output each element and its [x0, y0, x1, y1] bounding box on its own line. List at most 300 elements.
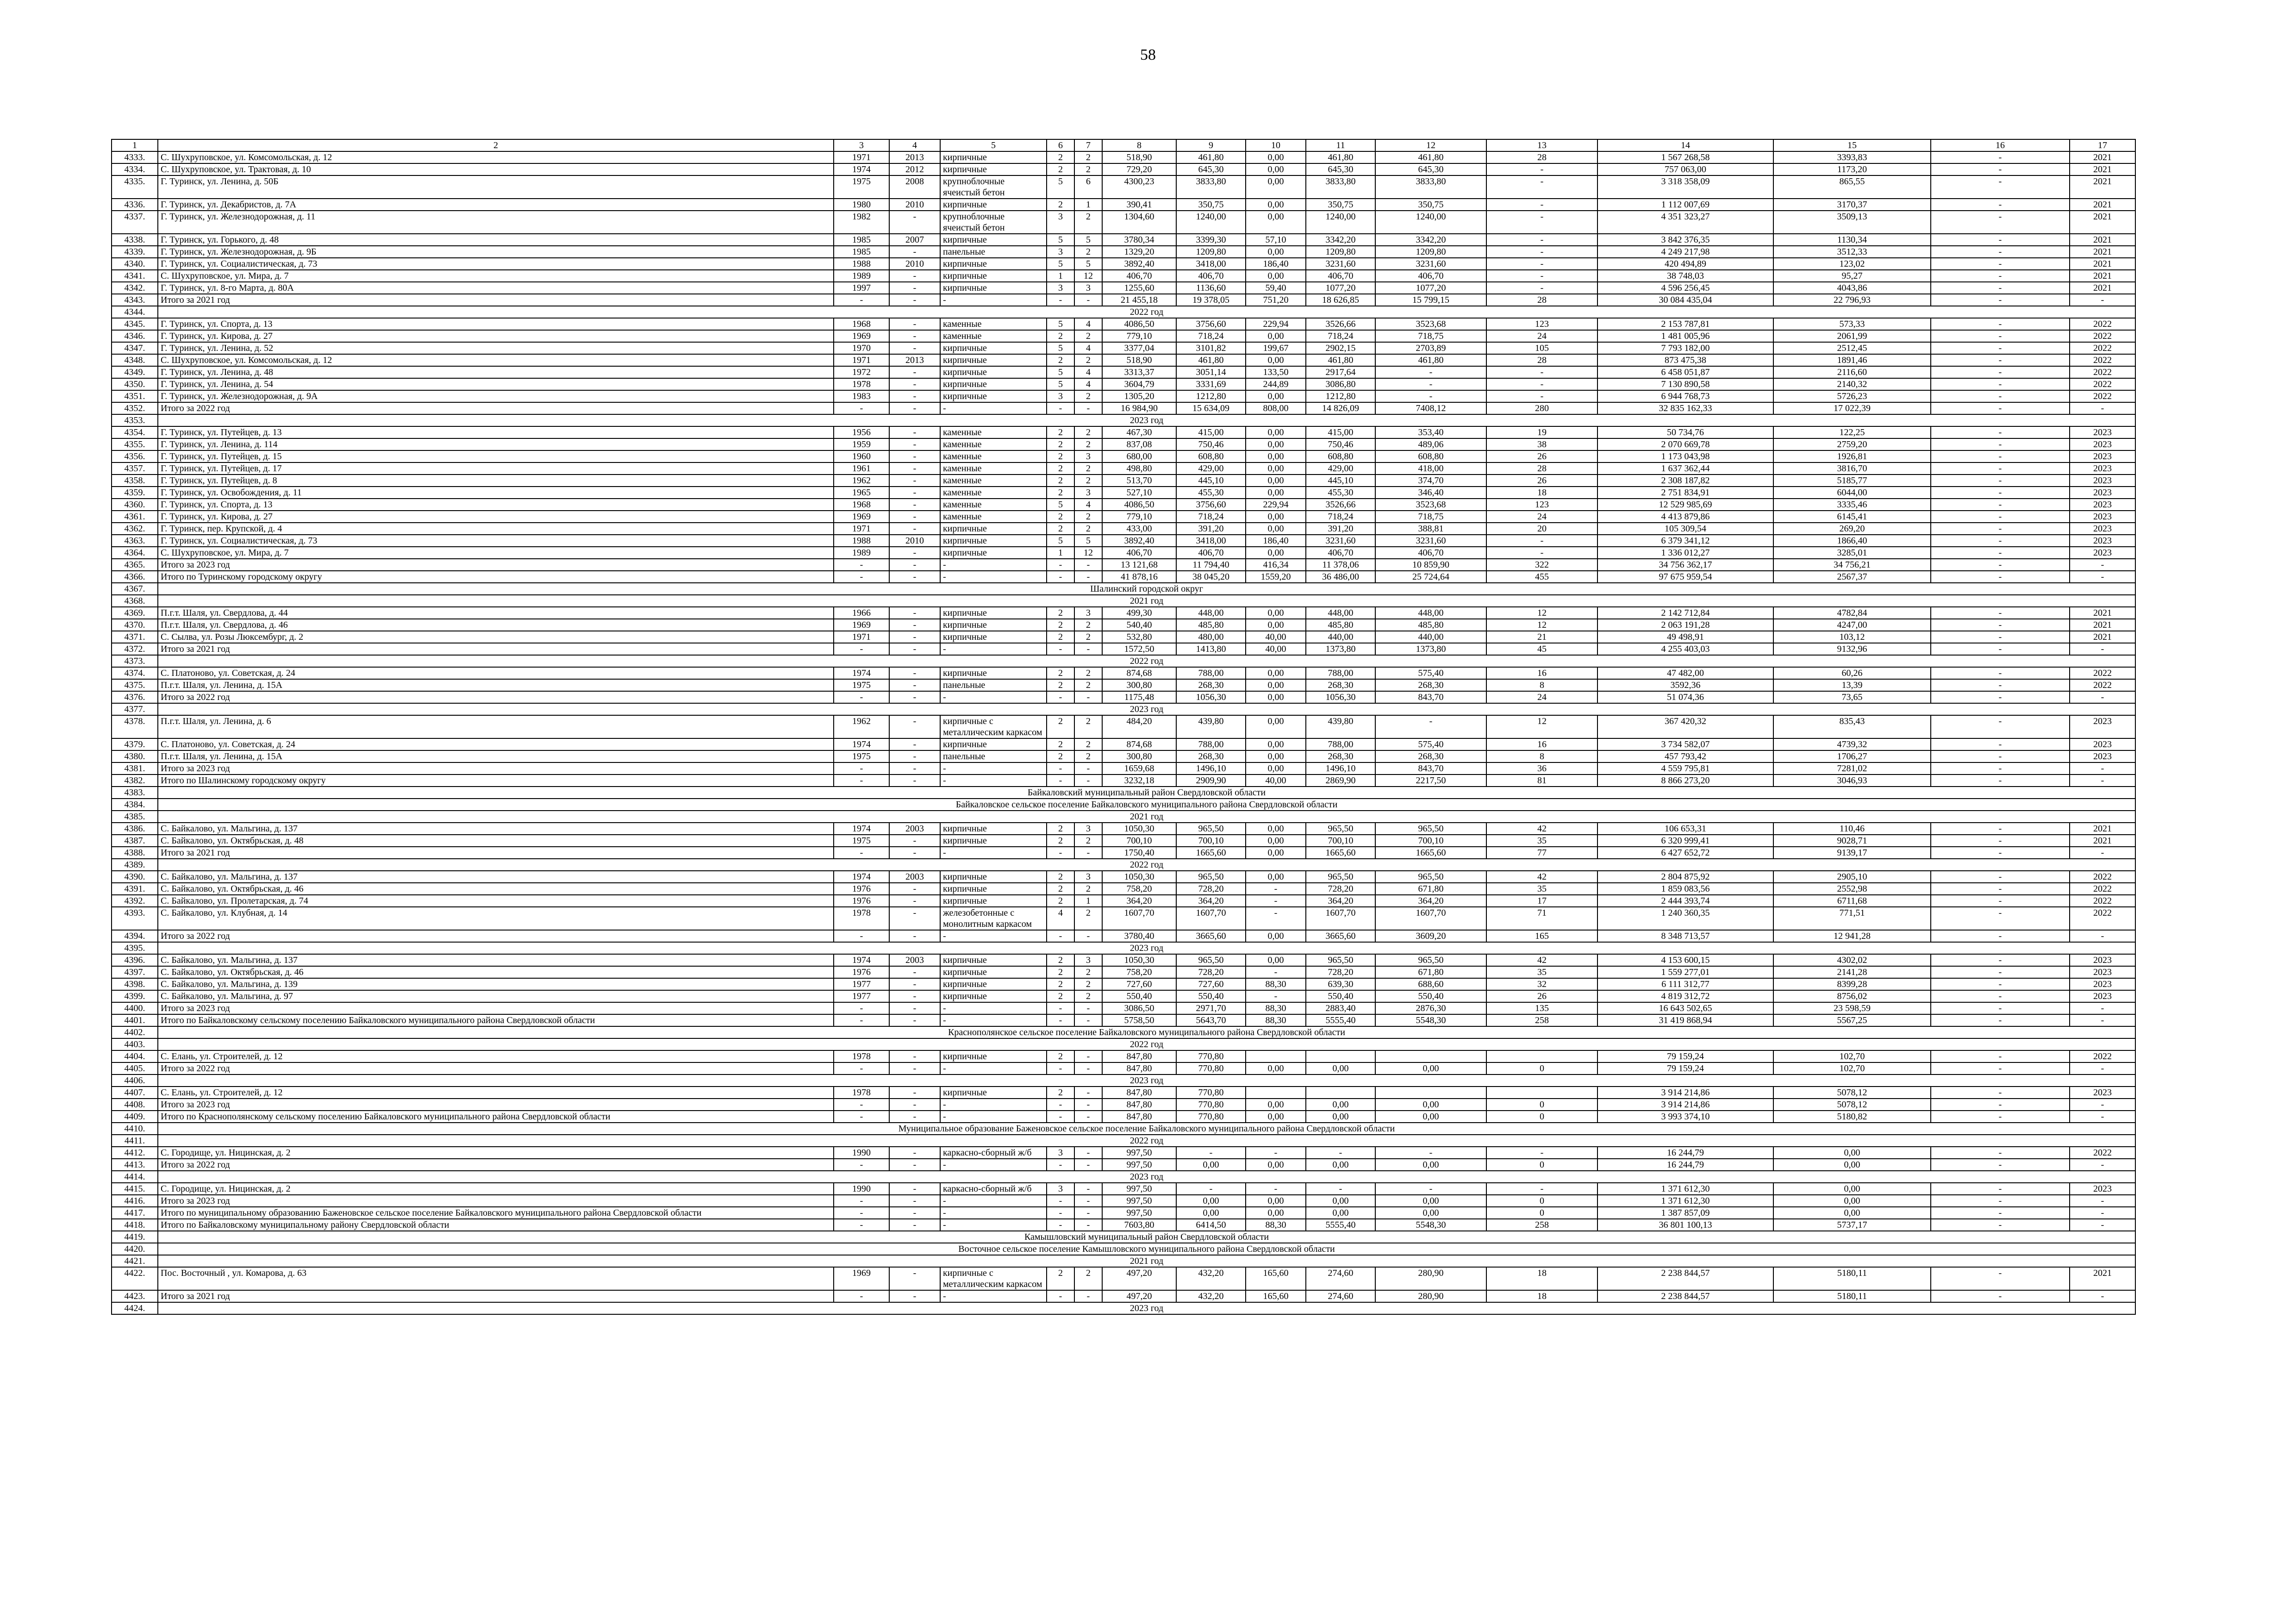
value-cell: 2021 [2070, 234, 2135, 246]
value-cell: 9028,71 [1773, 835, 1931, 847]
value-cell: 81 [1486, 775, 1597, 787]
row-number: 4375. [112, 679, 158, 691]
row-number: 4381. [112, 762, 158, 775]
value-cell: 965,50 [1306, 871, 1375, 883]
value-cell: 38 748,03 [1597, 270, 1773, 282]
material-cell: крупноблочные ячеистый бетон [940, 211, 1047, 234]
value-cell: 199,67 [1246, 342, 1306, 354]
value-cell: - [889, 1207, 940, 1219]
value-cell: 19 [1486, 426, 1597, 438]
value-cell: 16 244,79 [1597, 1147, 1773, 1159]
value-cell: 1965 [834, 487, 889, 499]
row-number: 4372. [112, 643, 158, 655]
value-cell: 1985 [834, 246, 889, 258]
value-cell: 0,00 [1246, 354, 1306, 366]
value-cell: 406,70 [1102, 270, 1176, 282]
material-cell: - [940, 1159, 1047, 1171]
section-title: Камышловский муниципальный район Свердловской области [158, 1231, 2135, 1243]
value-cell: 779,10 [1102, 330, 1176, 342]
value-cell: 3604,79 [1102, 378, 1176, 390]
value-cell: 480,00 [1176, 631, 1246, 643]
value-cell: 671,80 [1375, 966, 1486, 978]
value-cell: 0,00 [1246, 390, 1306, 402]
value-cell: - [1246, 1183, 1306, 1195]
value-cell: - [1047, 1219, 1074, 1231]
section-row [112, 1135, 2135, 1147]
value-cell: - [889, 966, 940, 978]
value-cell: 2905,10 [1773, 871, 1931, 883]
value-cell: - [889, 607, 940, 619]
value-cell: 484,20 [1102, 715, 1176, 738]
material-cell: кирпичные [940, 667, 1047, 679]
table-row [112, 895, 2135, 907]
address-cell: Итого по Туринскому городскому округу [158, 571, 834, 583]
value-cell: 2 [1074, 907, 1102, 930]
value-cell: - [1931, 318, 2070, 330]
material-cell: - [940, 762, 1047, 775]
value-cell: 2 [1074, 631, 1102, 643]
material-cell: кирпичные [940, 954, 1047, 966]
value-cell: 258 [1486, 1014, 1597, 1026]
table-row [112, 1014, 2135, 1026]
value-cell: 0,00 [1246, 1062, 1306, 1074]
value-cell: - [1375, 1147, 1486, 1159]
value-cell: 0,00 [1246, 619, 1306, 631]
value-cell: - [889, 366, 940, 378]
section-title: 2022 год [158, 1135, 2135, 1147]
section-row [112, 1038, 2135, 1050]
value-cell: 2 [1074, 151, 1102, 163]
row-number: 4350. [112, 378, 158, 390]
value-cell: 518,90 [1102, 354, 1176, 366]
value-cell: - [1931, 246, 2070, 258]
section-title: 2021 год [158, 595, 2135, 607]
value-cell: 364,20 [1375, 895, 1486, 907]
value-cell: 2 [1047, 1087, 1074, 1099]
row-number: 4389. [112, 859, 158, 871]
value-cell: 518,90 [1102, 151, 1176, 163]
value-cell: 575,40 [1375, 738, 1486, 750]
value-cell: - [1486, 1147, 1597, 1159]
value-cell: 11 378,06 [1306, 559, 1375, 571]
material-cell: кирпичные [940, 163, 1047, 175]
value-cell: - [1931, 330, 2070, 342]
value-cell: 59,40 [1246, 282, 1306, 294]
value-cell: 95,27 [1773, 270, 1931, 282]
table-row [112, 750, 2135, 762]
value-cell: 3342,20 [1375, 234, 1486, 246]
value-cell: - [1931, 402, 2070, 414]
row-number: 4415. [112, 1183, 158, 1195]
value-cell: - [889, 475, 940, 487]
value-cell: 274,60 [1306, 1290, 1375, 1302]
material-cell: - [940, 1290, 1047, 1302]
value-cell: 12 [1486, 619, 1597, 631]
material-cell: - [940, 643, 1047, 655]
value-cell: 5 [1047, 342, 1074, 354]
address-cell: Г. Туринск, ул. Путейцев, д. 15 [158, 450, 834, 462]
value-cell: 102,70 [1773, 1050, 1931, 1062]
value-cell: - [889, 1219, 940, 1231]
value-cell: - [889, 438, 940, 450]
value-cell: 1209,80 [1176, 246, 1246, 258]
value-cell: 1209,80 [1375, 246, 1486, 258]
value-cell: 432,20 [1176, 1290, 1246, 1302]
value-cell: - [889, 330, 940, 342]
value-cell: 5726,23 [1773, 390, 1931, 402]
address-cell: С. Байкалово, ул. Октябрьская, д. 46 [158, 883, 834, 895]
material-cell: - [940, 1099, 1047, 1111]
row-number: 4339. [112, 246, 158, 258]
value-cell: 364,20 [1306, 895, 1375, 907]
value-cell: - [1931, 450, 2070, 462]
value-cell: - [1047, 1111, 1074, 1123]
value-cell: 16 244,79 [1597, 1159, 1773, 1171]
value-cell: 1706,27 [1773, 750, 1931, 762]
value-cell: 1 371 612,30 [1597, 1183, 1773, 1195]
value-cell: 2021 [2070, 246, 2135, 258]
value-cell: - [889, 318, 940, 330]
value-cell: - [2070, 1002, 2135, 1014]
value-cell: 1496,10 [1176, 762, 1246, 775]
value-cell: 0,00 [1246, 691, 1306, 703]
value-cell: 1607,70 [1102, 907, 1176, 930]
value-cell: 71 [1486, 907, 1597, 930]
table-row [112, 691, 2135, 703]
table-row [112, 1159, 2135, 1171]
value-cell: - [1074, 1002, 1102, 1014]
value-cell: - [889, 499, 940, 511]
section-title: 2023 год [158, 942, 2135, 954]
header-cell: 17 [2070, 139, 2135, 151]
value-cell: - [1486, 234, 1597, 246]
value-cell: 30 084 435,04 [1597, 294, 1773, 306]
value-cell: - [1931, 1002, 2070, 1014]
value-cell: 20 [1486, 523, 1597, 535]
value-cell: - [889, 294, 940, 306]
table-row [112, 619, 2135, 631]
value-cell: - [1074, 643, 1102, 655]
value-cell: 2021 [2070, 258, 2135, 270]
value-cell: 639,30 [1306, 978, 1375, 990]
value-cell: 2022 [2070, 366, 2135, 378]
material-cell: - [940, 930, 1047, 942]
value-cell: - [1176, 1183, 1246, 1195]
address-cell: Г. Туринск, ул. Декабристов, д. 7А [158, 199, 834, 211]
value-cell: - [834, 1219, 889, 1231]
value-cell: - [889, 462, 940, 475]
value-cell: - [889, 750, 940, 762]
address-cell: Итого за 2023 год [158, 1195, 834, 1207]
value-cell: 461,80 [1176, 151, 1246, 163]
address-cell: Г. Туринск, ул. Ленина, д. 114 [158, 438, 834, 450]
value-cell: 2022 [2070, 354, 2135, 366]
value-cell: - [889, 523, 940, 535]
value-cell: 0,00 [1375, 1111, 1486, 1123]
value-cell: - [834, 762, 889, 775]
value-cell: - [889, 835, 940, 847]
material-cell: кирпичные [940, 738, 1047, 750]
value-cell: 3 [1074, 450, 1102, 462]
row-number: 4395. [112, 942, 158, 954]
section-title: Байкаловское сельское поселение Байкаловского муниципального района Свердловской области [158, 799, 2135, 811]
value-cell: - [1931, 151, 2070, 163]
value-cell: 268,30 [1176, 750, 1246, 762]
row-number: 4369. [112, 607, 158, 619]
address-cell: Г. Туринск, ул. Кирова, д. 27 [158, 330, 834, 342]
value-cell: 353,40 [1375, 426, 1486, 438]
value-cell: 2023 [2070, 990, 2135, 1002]
value-cell: - [1047, 559, 1074, 571]
value-cell: 4 596 256,45 [1597, 282, 1773, 294]
material-cell: каменные [940, 438, 1047, 450]
value-cell: - [1375, 390, 1486, 402]
table-row [112, 883, 2135, 895]
value-cell: 3756,60 [1176, 499, 1246, 511]
value-cell: 21 [1486, 631, 1597, 643]
value-cell: 13,39 [1773, 679, 1931, 691]
row-number: 4366. [112, 571, 158, 583]
row-number: 4421. [112, 1255, 158, 1267]
value-cell: 965,50 [1306, 954, 1375, 966]
value-cell: 1959 [834, 438, 889, 450]
value-cell: - [2070, 559, 2135, 571]
value-cell: 680,00 [1102, 450, 1176, 462]
value-cell: - [1931, 871, 2070, 883]
value-cell: 390,41 [1102, 199, 1176, 211]
address-cell: С. Шухруповское, ул. Мира, д. 7 [158, 547, 834, 559]
value-cell: 461,80 [1375, 354, 1486, 366]
material-cell: кирпичные [940, 883, 1047, 895]
value-cell: 997,50 [1102, 1147, 1176, 1159]
value-cell: 847,80 [1102, 1050, 1176, 1062]
table-row [112, 907, 2135, 930]
table-row [112, 330, 2135, 342]
value-cell: - [1931, 715, 2070, 738]
value-cell: 1607,70 [1306, 907, 1375, 930]
value-cell: - [889, 883, 940, 895]
section-row [112, 1026, 2135, 1038]
value-cell [1486, 1050, 1597, 1062]
value-cell: - [1931, 511, 2070, 523]
value-cell: 1969 [834, 1267, 889, 1290]
value-cell: 0,00 [1306, 1159, 1375, 1171]
value-cell: 2021 [2070, 619, 2135, 631]
value-cell: - [1486, 366, 1597, 378]
row-number: 4424. [112, 1302, 158, 1314]
value-cell: - [1047, 294, 1074, 306]
value-cell: 513,70 [1102, 475, 1176, 487]
value-cell: 2021 [2070, 199, 2135, 211]
value-cell: - [834, 691, 889, 703]
value-cell: 103,12 [1773, 631, 1931, 643]
row-number: 4417. [112, 1207, 158, 1219]
value-cell: 550,40 [1176, 990, 1246, 1002]
value-cell: 28 [1486, 294, 1597, 306]
value-cell: - [1486, 390, 1597, 402]
section-title: 2021 год [158, 1255, 2135, 1267]
value-cell: - [1931, 571, 2070, 583]
table-row [112, 199, 2135, 211]
value-cell: 0,00 [1246, 199, 1306, 211]
value-cell: 4302,02 [1773, 954, 1931, 966]
value-cell: 23 598,59 [1773, 1002, 1931, 1014]
value-cell: 2022 [2070, 330, 2135, 342]
section-title: Краснополянское сельское поселение Байкаловского муниципального района Свердловской области [158, 1026, 2135, 1038]
value-cell: 3 [1074, 871, 1102, 883]
value-cell: - [834, 1207, 889, 1219]
value-cell: - [1931, 930, 2070, 942]
value-cell: 688,60 [1375, 978, 1486, 990]
value-cell: 88,30 [1246, 1219, 1306, 1231]
value-cell: 122,25 [1773, 426, 1931, 438]
address-cell: С. Байкалово, ул. Мальгина, д. 137 [158, 823, 834, 835]
value-cell: 110,46 [1773, 823, 1931, 835]
value-cell: 2023 [2070, 438, 2135, 450]
value-cell: - [2070, 1111, 2135, 1123]
value-cell: 0,00 [1773, 1183, 1931, 1195]
value-cell: - [2070, 571, 2135, 583]
value-cell: 5 [1047, 378, 1074, 390]
address-cell: П.г.т. Шаля, ул. Свердлова, д. 44 [158, 607, 834, 619]
value-cell: 1659,68 [1102, 762, 1176, 775]
value-cell: 0,00 [1246, 607, 1306, 619]
table-row [112, 258, 2135, 270]
address-cell: С. Шухруповское, ул. Трактовая, д. 10 [158, 163, 834, 175]
value-cell: - [1931, 1062, 2070, 1074]
value-cell: - [1486, 246, 1597, 258]
row-number: 4354. [112, 426, 158, 438]
value-cell: 0,00 [1246, 246, 1306, 258]
value-cell: 406,70 [1375, 547, 1486, 559]
value-cell: 364,20 [1102, 895, 1176, 907]
value-cell: - [1074, 1099, 1102, 1111]
value-cell: 2022 [2070, 342, 2135, 354]
value-cell: 406,70 [1306, 547, 1375, 559]
value-cell: 3526,66 [1306, 499, 1375, 511]
value-cell: - [1074, 1207, 1102, 1219]
row-number: 4408. [112, 1099, 158, 1111]
value-cell: 3335,46 [1773, 499, 1931, 511]
value-cell: - [1931, 775, 2070, 787]
value-cell: 1 173 043,98 [1597, 450, 1773, 462]
value-cell: 573,33 [1773, 318, 1931, 330]
value-cell: 770,80 [1176, 1062, 1246, 1074]
value-cell: 406,70 [1306, 270, 1375, 282]
header-cell: 14 [1597, 139, 1773, 151]
value-cell: - [889, 1099, 940, 1111]
value-cell: - [834, 1002, 889, 1014]
section-title: 2022 год [158, 1038, 2135, 1050]
address-cell: С. Байкалово, ул. Мальгина, д. 137 [158, 871, 834, 883]
page-number: 58 [1140, 46, 1156, 63]
value-cell: - [1931, 835, 2070, 847]
value-cell: - [1931, 426, 2070, 438]
value-cell: 1 [1047, 270, 1074, 282]
value-cell: 16 [1486, 667, 1597, 679]
value-cell: 550,40 [1102, 990, 1176, 1002]
value-cell: - [1931, 378, 2070, 390]
value-cell: 1255,60 [1102, 282, 1176, 294]
section-title: 2023 год [158, 414, 2135, 426]
address-cell: Г. Туринск, пер. Крупской, д. 4 [158, 523, 834, 535]
table-row [112, 318, 2135, 330]
value-cell: 0,00 [1306, 1099, 1375, 1111]
value-cell: 1050,30 [1102, 954, 1176, 966]
value-cell: 1969 [834, 511, 889, 523]
value-cell: 5 [1047, 258, 1074, 270]
row-number: 4346. [112, 330, 158, 342]
section-row [112, 1231, 2135, 1243]
value-cell: - [889, 487, 940, 499]
value-cell: 57,10 [1246, 234, 1306, 246]
value-cell: 1960 [834, 450, 889, 462]
value-cell: - [889, 1087, 940, 1099]
value-cell: 2021 [2070, 211, 2135, 234]
value-cell: 2003 [889, 871, 940, 883]
table-row [112, 823, 2135, 835]
value-cell: 448,00 [1176, 607, 1246, 619]
value-cell: 718,24 [1176, 330, 1246, 342]
value-cell: 965,50 [1306, 823, 1375, 835]
value-cell: 0 [1486, 1099, 1597, 1111]
value-cell: - [1246, 966, 1306, 978]
value-cell: 5180,11 [1773, 1290, 1931, 1302]
value-cell: - [1931, 462, 2070, 475]
value-cell: - [1931, 738, 2070, 750]
value-cell: - [1931, 270, 2070, 282]
value-cell: 440,00 [1375, 631, 1486, 643]
value-cell: 2023 [2070, 547, 2135, 559]
value-cell: 1136,60 [1176, 282, 1246, 294]
value-cell: 0,00 [1246, 715, 1306, 738]
material-cell: кирпичные [940, 978, 1047, 990]
material-cell: кирпичные [940, 523, 1047, 535]
value-cell: 8 348 713,57 [1597, 930, 1773, 942]
section-row [112, 859, 2135, 871]
value-cell: 50 734,76 [1597, 426, 1773, 438]
value-cell: 6 111 312,77 [1597, 978, 1773, 990]
value-cell: 2909,90 [1176, 775, 1246, 787]
value-cell: 0,00 [1375, 1207, 1486, 1219]
value-cell: 0,00 [1246, 163, 1306, 175]
value-cell: 186,40 [1246, 535, 1306, 547]
value-cell: 18 [1486, 487, 1597, 499]
value-cell: - [889, 450, 940, 462]
section-title: Муниципальное образование Баженовское сельское поселение Байкаловского муниципального района Свердловской области [158, 1123, 2135, 1135]
value-cell: - [889, 738, 940, 750]
value-cell: 1 [1074, 199, 1102, 211]
value-cell: - [834, 1111, 889, 1123]
table-row [112, 1062, 2135, 1074]
value-cell: 5643,70 [1176, 1014, 1246, 1026]
row-number: 4373. [112, 655, 158, 667]
value-cell: 268,30 [1375, 750, 1486, 762]
value-cell: 1240,00 [1176, 211, 1246, 234]
section-row [112, 811, 2135, 823]
table-row [112, 1195, 2135, 1207]
value-cell: 2 [1047, 1050, 1074, 1062]
value-cell: 2 238 844,57 [1597, 1267, 1773, 1290]
header-cell: 11 [1306, 139, 1375, 151]
value-cell: 244,89 [1246, 378, 1306, 390]
value-cell: - [1047, 762, 1074, 775]
value-cell: 2 [1047, 354, 1074, 366]
value-cell: 0 [1486, 1207, 1597, 1219]
value-cell: - [1931, 559, 2070, 571]
value-cell: 0,00 [1246, 762, 1306, 775]
value-cell: - [1931, 990, 2070, 1002]
